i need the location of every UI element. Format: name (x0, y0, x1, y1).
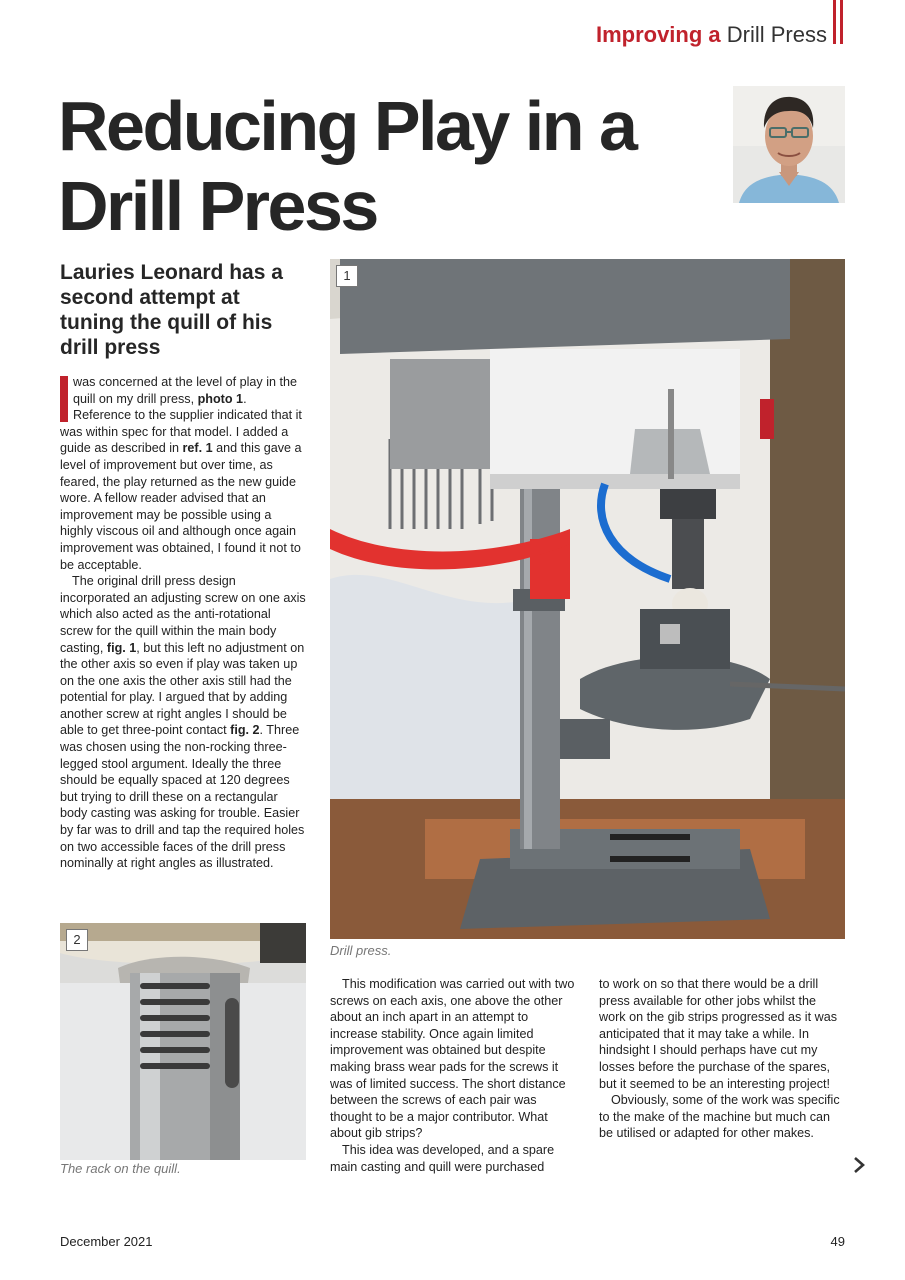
text-run: , but this left no adjustment on the other axis so even if play was taken up on the one axis the other axis still had the potential for play. I argued that by adding another screw at right angles I should be able to get three-point contact (60, 640, 305, 738)
standfirst: Lauries Leonard has a second attempt at tuning the quill of his drill press (60, 261, 283, 359)
issue-date: December 2021 (60, 1234, 153, 1249)
paragraph (60, 573, 306, 872)
section-heading-bold: Improving a (595, 22, 721, 47)
paragraph: This modification was carried out with two screws on each axis, one above the other about an inch apart in an attempt to increase stability. Once again limited improvement was obtained but despite making brass wear pads for the screws it was of limited success. The short distance between the screws of each pair was thought to be a major contributor. What about gib strips? (330, 977, 575, 1141)
section-heading (596, 20, 827, 50)
paragraph: to work on so that there would be a drill press available for other jobs whilst the work on the gib strips progressed as it was anticipated that it may take a while. In hindsight I should perhaps have cut my losses before the purchase of the spares, but it seemed to be an interesting project! (599, 977, 837, 1091)
quill-rack-image (60, 923, 306, 1160)
page-number: 49 (830, 1234, 845, 1249)
paragraph: Obviously, some of the work was specific to the make of the machine but much can be utilised or adapted for other makes. (599, 1093, 840, 1141)
figure-number-badge: 1 (336, 265, 358, 287)
figure-reference: fig. 1 (106, 640, 137, 655)
article-column-3 (599, 976, 845, 1142)
text-run: was concerned at the level of play in the quill on my drill press, (73, 375, 298, 406)
quill-rack-photo (60, 923, 306, 1160)
author-portrait (733, 86, 845, 203)
title-line-2: Drill Press (58, 167, 377, 245)
text-run: . Three was chosen using the non-rocking three-legged stool argument. Ideally the three should be equally spaced at 120 degrees but trying to drill these on a rectangular body casting was asking for trouble. Easier by far was to drill and tap the required holes on two accessible faces of the drill press nominally at right angles as illustrated. (60, 723, 305, 871)
photo-1-caption: Drill press. (330, 943, 392, 958)
figure-number-badge: 2 (66, 929, 88, 951)
title-line-1: Reducing Play in a (58, 87, 636, 165)
paragraph: This idea was developed, and a spare main casting and quill were purchased (330, 1142, 555, 1174)
text-run: . Reference to the supplier indicated that it was within spec for that model. I added a guide as described in (60, 391, 302, 456)
header-accent-bars (833, 0, 845, 44)
article-column-1 (60, 374, 306, 872)
drill-press-photo (330, 259, 845, 939)
chevron-right-icon (850, 1154, 868, 1176)
text-run: The original drill press design incorporated an adjusting screw on one axis which also acted as the anti-rotational screw for the quill within the main body casting, (60, 574, 306, 655)
ref-reference: ref. 1 (182, 441, 213, 456)
author-portrait-image (733, 86, 845, 203)
figure-reference: fig. 2 (230, 723, 260, 738)
text-run: and this gave a level of improvement but over time, as feared, the play returned as the new guide wore. A fellow reader advised that an improvement may be possible using a highly viscous oil and although once again improvement was obtained, I found it not to be acceptable. (60, 441, 302, 572)
paragraph (60, 374, 306, 573)
article-title (58, 86, 718, 246)
drop-cap-i (60, 376, 68, 422)
article-column-2 (330, 976, 576, 1175)
chevron-right-icon-shape (850, 1154, 868, 1176)
drill-press-image (330, 259, 845, 939)
section-heading-light: Drill Press (726, 22, 827, 47)
photo-reference: photo 1 (197, 391, 244, 406)
photo-2-caption: The rack on the quill. (60, 1161, 181, 1176)
